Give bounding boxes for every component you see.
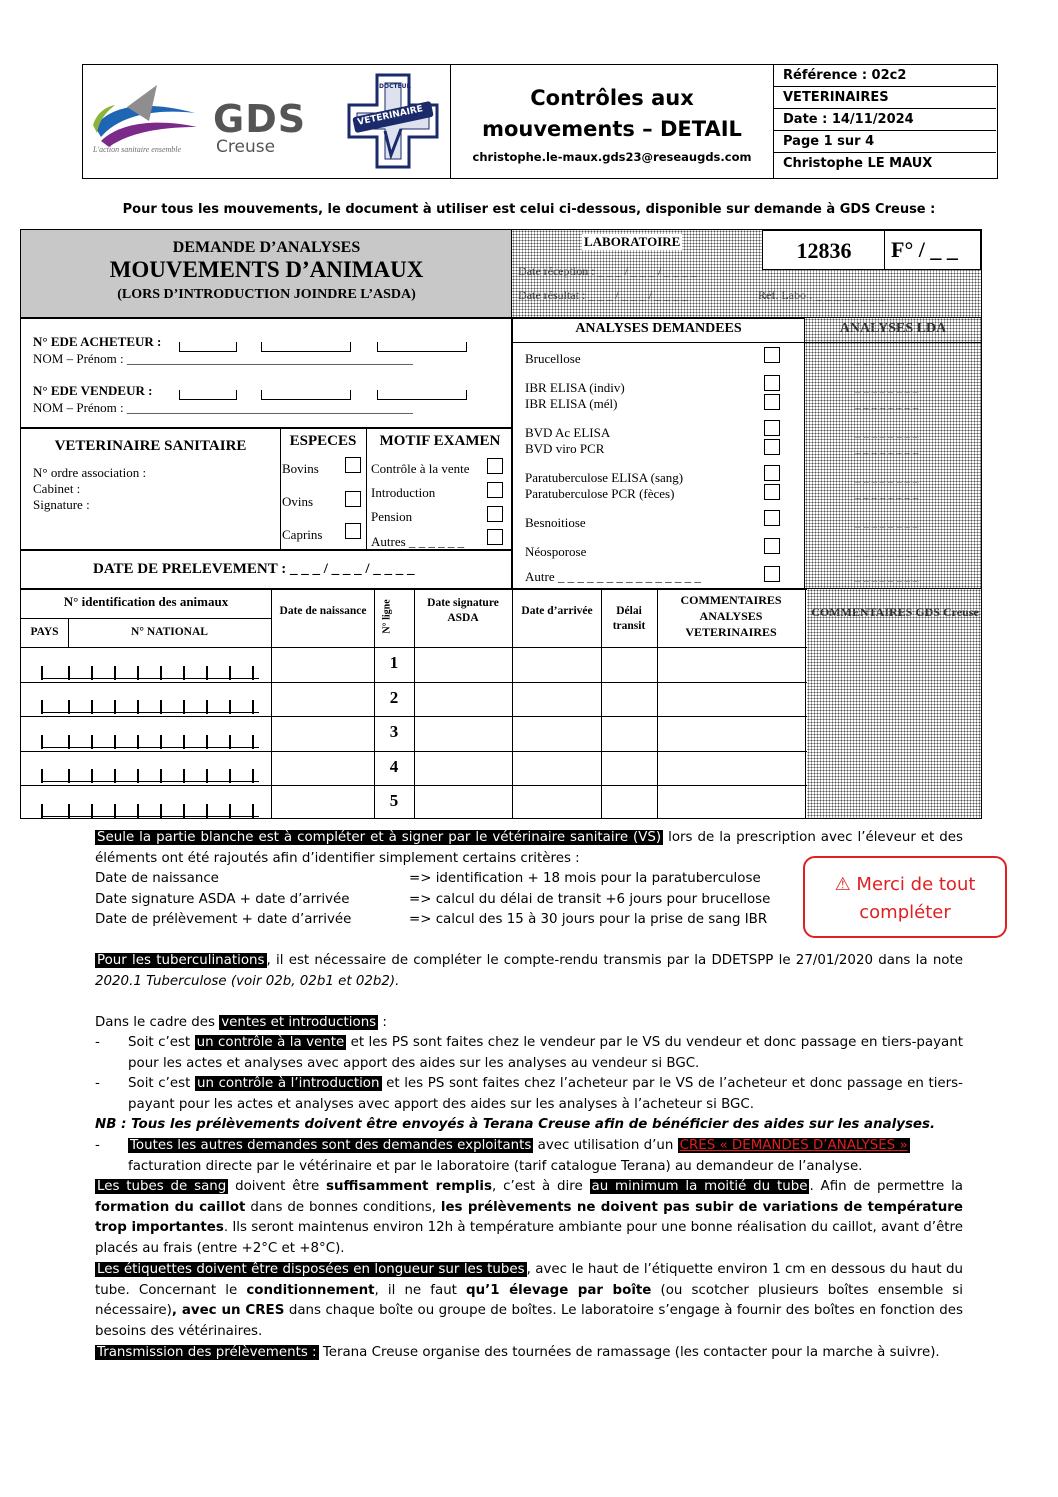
motif-autres[interactable]: Autres _ _ _ _ _ _ bbox=[371, 534, 465, 549]
col-identification: N° identification des animaux bbox=[63, 594, 229, 609]
warning-line-1: ⚠ Merci de tout bbox=[834, 874, 976, 895]
ede-vendeur-field-2[interactable] bbox=[261, 390, 351, 400]
p5-bold-3: , avec un CRES bbox=[171, 1303, 285, 1318]
analyse-bvd-viro: BVD viro PCR bbox=[525, 441, 605, 456]
paratub-elisa-checkbox[interactable] bbox=[764, 465, 780, 481]
highlight-partie-blanche: Seule la partie blanche est à compléter et à signer par le vétérinaire sanitaire (VS) bbox=[97, 830, 662, 845]
highlight-ventes: ventes et introductions bbox=[221, 1015, 377, 1030]
vet-title: VETERINAIRE SANITAIRE bbox=[54, 438, 247, 454]
ede-acheteur-field-1[interactable] bbox=[179, 342, 237, 352]
criteria-row bbox=[95, 869, 795, 890]
autres-checkbox[interactable] bbox=[487, 529, 503, 545]
p5-d: dans chaque boîte ou groupe de boîtes. Le laboratoire s’engage à fournir des boîtes en fonction des besoins des vétérinaires. bbox=[95, 1303, 963, 1339]
vet-signature-label: Signature : bbox=[33, 497, 90, 512]
form-f-number: F° / _ _ bbox=[884, 230, 981, 270]
ede-vendeur-field-1[interactable] bbox=[179, 390, 237, 400]
bullet-dash: - bbox=[95, 1138, 100, 1153]
espece-ovins: Ovins bbox=[282, 494, 314, 509]
national-number-baseline bbox=[41, 678, 259, 679]
motif-introduction: Introduction bbox=[371, 485, 436, 500]
lda-blank: _ _ _ _ _ _ _ _ bbox=[855, 354, 919, 366]
category: VETERINAIRES bbox=[773, 87, 996, 109]
p4-f: . Ils seront maintenus environ 12h à température ambiante pour une bonne réalisation du caillot, avant d’être placés au frais (entre +2°C et +8°C). bbox=[95, 1220, 964, 1256]
national-number-baseline bbox=[41, 712, 259, 713]
text-transmission: Terana Creuse organise des tournées de ramassage (les contacter pour la marche à suivre). bbox=[318, 1345, 940, 1360]
form-title-2: MOUVEMENTS D’ANIMAUX bbox=[109, 257, 424, 282]
bullet-controle-introduction bbox=[128, 1074, 963, 1115]
bullet-dash: - bbox=[95, 1035, 100, 1050]
criteria-value: => calcul du délai de transit +6 jours pour brucellose bbox=[409, 891, 771, 907]
national-number-baseline bbox=[41, 781, 259, 782]
neosporose-checkbox[interactable] bbox=[764, 538, 780, 554]
table-row[interactable] bbox=[21, 682, 807, 717]
table-row[interactable] bbox=[21, 716, 807, 751]
introduction-checkbox[interactable] bbox=[487, 482, 503, 498]
national-number-baseline bbox=[41, 747, 259, 748]
analyses-lda-block bbox=[804, 317, 982, 590]
note-tuberculinations bbox=[95, 951, 963, 992]
highlight-moitie-tube: au minimum la moitié du tube bbox=[591, 1179, 808, 1194]
caprins-checkbox[interactable] bbox=[345, 523, 361, 539]
p5-b: , il ne faut bbox=[374, 1282, 467, 1298]
text-ventes-b: : bbox=[378, 1015, 387, 1030]
p4-bold-1: suffisamment remplis bbox=[326, 1179, 492, 1194]
nom-prenom-acheteur[interactable]: NOM – Prénom : ____________________________________________ bbox=[33, 351, 413, 366]
espece-caprins: Caprins bbox=[282, 527, 323, 542]
logo-text: GDS bbox=[213, 97, 307, 141]
motif-controle-vente: Contrôle à la vente bbox=[371, 461, 470, 476]
row-number: 2 bbox=[389, 687, 399, 707]
ovins-checkbox[interactable] bbox=[345, 491, 361, 507]
analyses-title: ANALYSES DEMANDEES bbox=[512, 318, 805, 343]
badge-text: VETERINAIRE bbox=[356, 104, 424, 128]
date: Date : 14/11/2024 bbox=[773, 109, 996, 131]
p4-c: , c’est à dire bbox=[492, 1179, 590, 1194]
p4-bold-3: les prélèvements ne doivent pas subir de variations de température trop importantes bbox=[95, 1199, 963, 1235]
col-ligne-text: N° ligne bbox=[381, 599, 393, 634]
highlight-etiquettes: Les étiquettes doivent être disposées en longueur sur les tubes bbox=[97, 1262, 525, 1277]
highlight-tubes-sang: Les tubes de sang bbox=[97, 1179, 227, 1194]
col-ligne bbox=[374, 597, 414, 641]
analyse-autre[interactable]: Autre _ _ _ _ _ _ _ _ _ _ _ _ _ _ _ bbox=[525, 569, 701, 584]
title-line-1: Contrôles aux bbox=[530, 86, 694, 110]
vet-cabinet-label: Cabinet : bbox=[33, 481, 81, 496]
form-title-3: (LORS D’INTRODUCTION JOINDRE L’ASDA) bbox=[117, 287, 416, 302]
especes-title: ESPECES bbox=[289, 433, 357, 449]
row-number: 3 bbox=[389, 722, 399, 741]
analyse-brucellose: Brucellose bbox=[525, 351, 581, 366]
lab-reference: Réf. Labo : _ _ _ _ _ _ _ _ bbox=[758, 288, 885, 302]
highlight-transmission: Transmission des prélèvements : bbox=[97, 1345, 317, 1360]
criteria-value: => identification + 18 mois pour la paratuberculose bbox=[409, 871, 761, 886]
text-ventes-a: Dans le cadre des bbox=[95, 1015, 220, 1030]
ibr-indiv-checkbox[interactable] bbox=[764, 375, 780, 391]
lab-title: LABORATOIRE bbox=[584, 234, 681, 249]
analysis-request-form bbox=[20, 229, 982, 819]
table-row[interactable] bbox=[21, 785, 807, 820]
bullet2-b: et les PS sont faites chez l’acheteur par le VS de l’acheteur et donc passage en tiers-payant pour les actes et analyses avec apport des aides sur les analyses à l’acheteur si BGC. bbox=[128, 1076, 963, 1112]
page-number: Page 1 sur 4 bbox=[773, 131, 996, 153]
col-naissance: Date de naissance bbox=[279, 605, 367, 617]
ede-vendeur-field-3[interactable] bbox=[377, 390, 467, 400]
note-etiquettes bbox=[95, 1260, 963, 1342]
badge-top-text: DOCTEUR bbox=[379, 83, 412, 90]
col-arrivee: Date d’arrivée bbox=[521, 605, 593, 617]
col-delai: Délai transit bbox=[612, 605, 646, 632]
motif-title: MOTIF EXAMEN bbox=[379, 433, 501, 449]
document-title bbox=[451, 83, 773, 145]
logo-tagline: L'action sanitaire ensemble bbox=[93, 145, 182, 154]
ede-acheteur-field-3[interactable] bbox=[377, 342, 467, 352]
animals-table bbox=[20, 588, 982, 819]
analyses-lda-title: ANALYSES LDA bbox=[805, 318, 981, 343]
ibr-mel-checkbox[interactable] bbox=[764, 394, 780, 410]
gds-swoosh-icon bbox=[91, 83, 201, 153]
col-national: N° NATIONAL bbox=[131, 626, 208, 638]
col-pays: PAYS bbox=[30, 626, 59, 638]
criteria-label: Date signature ASDA + date d’arrivée bbox=[95, 891, 350, 907]
gds-logo bbox=[91, 83, 316, 163]
contact-email[interactable]: christophe.le-maux.gds23@reseaugds.com bbox=[472, 150, 752, 164]
paratub-pcr-checkbox[interactable] bbox=[764, 484, 780, 500]
lda-blank: _ _ _ _ _ _ _ _ bbox=[855, 382, 919, 394]
bullet-controle-vente bbox=[128, 1033, 963, 1074]
criteria-row bbox=[95, 890, 795, 911]
logo-subtext: Creuse bbox=[216, 137, 276, 157]
analyse-ibr-mel: IBR ELISA (mél) bbox=[525, 396, 618, 411]
vet-especes-motif-block bbox=[20, 427, 513, 551]
lda-blank: _ _ _ _ _ _ _ _ bbox=[855, 571, 919, 583]
note-ventes bbox=[95, 1013, 963, 1034]
title-line-2: mouvements – DETAIL bbox=[482, 117, 742, 141]
analyse-paratub-pcr: Paratuberculose PCR (fèces) bbox=[525, 486, 675, 501]
cres-link[interactable]: CRES « DEMANDES D’ANALYSES » bbox=[679, 1138, 908, 1153]
tuberculose-note-ref: 2020.1 Tuberculose (voir 02b, 02b1 et 02b2). bbox=[95, 973, 400, 989]
veterinaire-badge bbox=[345, 71, 441, 171]
row-number: 4 bbox=[389, 756, 399, 776]
highlight-tuberculinations: Pour les tuberculinations bbox=[97, 953, 265, 968]
p4-e: dans de bonnes conditions, bbox=[245, 1199, 441, 1215]
analyse-ibr-indiv: IBR ELISA (indiv) bbox=[525, 380, 625, 395]
highlight-autres-demandes: Toutes les autres demandes sont des demandes exploitants bbox=[130, 1138, 532, 1153]
form-number: 12836 bbox=[762, 230, 886, 270]
bullet1-b: et les PS sont faites chez le vendeur par le VS du vendeur et donc passage en tiers-payant pour les actes et analyses avec apport des aides sur les analyses au vendeur si BGC. bbox=[128, 1035, 963, 1071]
form-title-block bbox=[20, 229, 513, 319]
analyses-demandees-block bbox=[511, 317, 806, 590]
nom-prenom-vendeur[interactable]: NOM – Prénom : ____________________________________________ bbox=[33, 400, 413, 415]
bvd-ac-checkbox[interactable] bbox=[764, 420, 780, 436]
bullet-autres-demandes bbox=[128, 1136, 963, 1177]
text-tuberculinations: , il est nécessaire de compléter le compte-rendu transmis par la DDETSPP le 27/01/2020 dans la note bbox=[266, 953, 963, 968]
p5-c: (ou scotcher plusieurs boîtes ensemble si nécessaire) bbox=[95, 1282, 963, 1318]
lda-blank: _ _ _ _ _ _ _ _ bbox=[855, 443, 919, 455]
p4-d: . Afin de permettre la bbox=[809, 1179, 963, 1194]
espece-bovins: Bovins bbox=[282, 461, 319, 476]
pension-checkbox[interactable] bbox=[487, 506, 503, 522]
note-tubes-sang bbox=[95, 1177, 963, 1259]
ede-acheteur-field-2[interactable] bbox=[261, 342, 351, 352]
nb-note: NB : Tous les prélèvements doivent être envoyés à Terana Creuse afin de bénéficier des aides sur les analyses. bbox=[95, 1117, 936, 1132]
ede-acheteur-label: N° EDE ACHETEUR : bbox=[33, 334, 162, 349]
lda-blank: _ _ _ _ _ _ _ _ bbox=[855, 472, 919, 484]
highlight-controle-vente: un contrôle à la vente bbox=[196, 1035, 345, 1050]
author: Christophe LE MAUX bbox=[783, 156, 933, 171]
bullet-dash: - bbox=[95, 1076, 100, 1091]
lda-blank: _ _ _ _ _ _ _ _ bbox=[855, 517, 919, 529]
lda-blank: _ _ _ _ _ _ _ _ bbox=[855, 488, 919, 500]
lab-reception: Date réception : _ _ _ / _ _ _ / _ _ _ _ bbox=[518, 264, 698, 278]
note-transmission bbox=[95, 1343, 963, 1364]
highlight-controle-introduction: un contrôle à l’introduction bbox=[196, 1076, 380, 1091]
besnoitiose-checkbox[interactable] bbox=[764, 510, 780, 526]
laboratoire-block bbox=[511, 229, 982, 319]
bullet2-a: Soit c’est bbox=[128, 1076, 195, 1091]
criteria-label: Date de prélèvement + date d’arrivée bbox=[95, 912, 352, 927]
autre-checkbox[interactable] bbox=[764, 566, 780, 582]
lda-blank: _ _ _ _ _ _ _ _ bbox=[855, 427, 919, 439]
col-comm-gds: COMMENTAIRES GDS Creuse bbox=[811, 605, 979, 619]
table-row[interactable] bbox=[21, 647, 807, 682]
lab-result: Date résultat : _ _ _ / _ _ _ / _ _ _ _ bbox=[518, 288, 688, 302]
analyse-neosporose: Néosporose bbox=[525, 544, 587, 559]
intro-text: Pour tous les mouvements, le document à utiliser est celui ci-dessous, disponible sur demande à GDS Creuse : bbox=[122, 202, 936, 217]
ede-vendeur-label: N° EDE VENDEUR : bbox=[33, 383, 153, 398]
warning-box bbox=[803, 856, 1007, 938]
criteria-list bbox=[95, 869, 795, 931]
lda-blank: _ _ _ _ _ _ _ _ bbox=[855, 398, 919, 410]
p5-bold-1: conditionnement bbox=[246, 1282, 375, 1298]
analyse-bvd-ac: BVD Ac ELISA bbox=[525, 425, 611, 440]
p4-bold-2: formation du caillot bbox=[95, 1199, 246, 1215]
form-title-1: DEMANDE D’ANALYSES bbox=[172, 239, 361, 256]
brucellose-checkbox[interactable] bbox=[764, 347, 780, 363]
bullet3-b: facturation directe par le vétérinaire et par le laboratoire (tarif catalogue Terana) au demandeur de l’analyse. bbox=[128, 1158, 863, 1174]
p4-a: doivent être bbox=[228, 1179, 327, 1194]
col-comm-vet: COMMENTAIRES ANALYSES VETERINAIRES bbox=[680, 593, 782, 639]
row-number: 1 bbox=[389, 653, 399, 672]
bvd-viro-checkbox[interactable] bbox=[764, 439, 780, 455]
table-row[interactable] bbox=[21, 751, 807, 786]
lda-blank: _ _ _ _ _ _ _ _ bbox=[855, 546, 919, 558]
criteria-row bbox=[95, 910, 795, 931]
bullet1-a: Soit c’est bbox=[128, 1035, 195, 1050]
motif-pension: Pension bbox=[371, 509, 413, 524]
controle-vente-checkbox[interactable] bbox=[487, 458, 503, 474]
col-asda: Date signature ASDA bbox=[427, 597, 499, 624]
vet-ordre-label: N° ordre association : bbox=[33, 465, 147, 480]
text-partie-blanche: lors de la prescription avec l’éleveur et des éléments ont été rajoutés afin d’identifier simplement certains critères : bbox=[95, 830, 963, 866]
p5-bold-2: qu’1 élevage par boîte bbox=[466, 1282, 652, 1298]
national-number-baseline bbox=[41, 816, 259, 817]
ede-block bbox=[20, 317, 513, 429]
date-prelevement[interactable]: DATE DE PRELEVEMENT : _ _ _ / _ _ _ / _ _ _ _ bbox=[20, 549, 513, 590]
criteria-label: Date de naissance bbox=[95, 871, 219, 886]
reference: Référence : 02c2 bbox=[773, 65, 996, 87]
bovins-checkbox[interactable] bbox=[345, 457, 361, 473]
row-number: 5 bbox=[389, 791, 399, 810]
criteria-value: => calcul des 15 à 30 jours pour la prise de sang IBR bbox=[409, 912, 768, 927]
warning-line-2: compléter bbox=[859, 902, 951, 923]
p5-a: , avec le haut de l’étiquette environ 1 cm en dessous du haut du tube. Concernant le bbox=[95, 1262, 963, 1298]
analyse-besnoitiose: Besnoitiose bbox=[525, 515, 586, 530]
bullet3-a: avec utilisation d’un bbox=[533, 1138, 678, 1153]
vet-fields bbox=[33, 465, 146, 513]
analyse-paratub-elisa: Paratuberculose ELISA (sang) bbox=[525, 470, 684, 485]
